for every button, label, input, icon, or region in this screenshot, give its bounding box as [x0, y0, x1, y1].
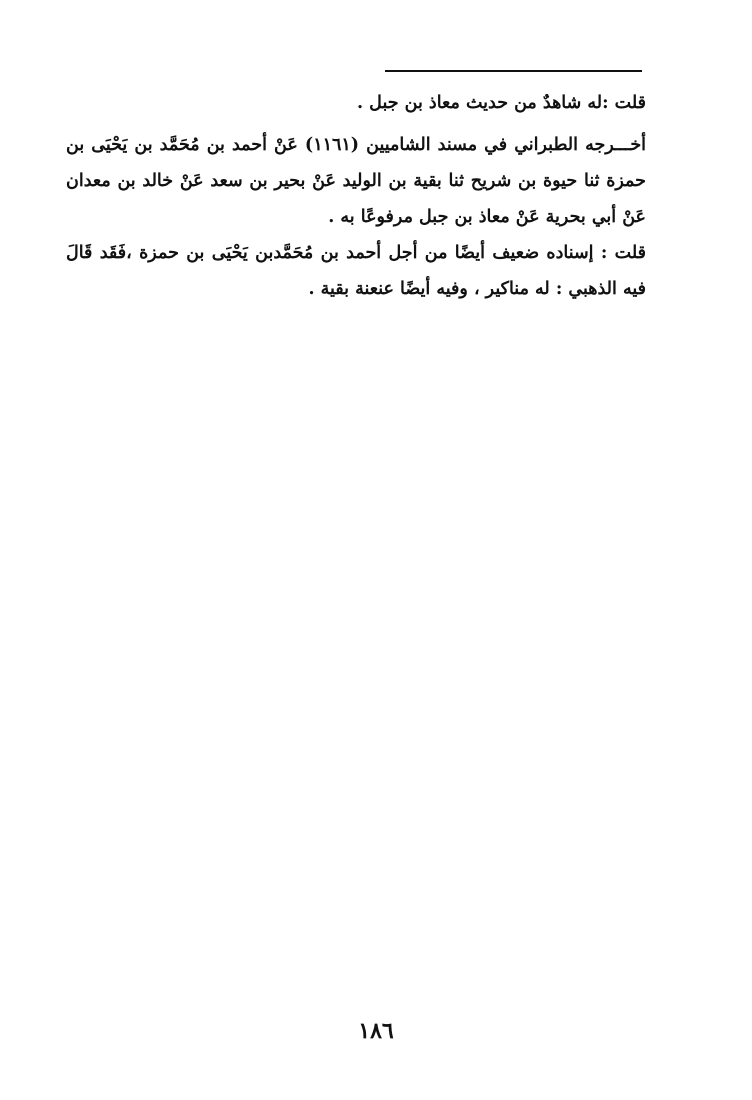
- footnote-line: حمزة ثنا حيوة بن شريح ثنا بقية بن الوليد عَنْ بحير بن سعد عَنْ خالد بن معدان: [66, 171, 646, 191]
- footnote-separator-rule: [385, 70, 642, 72]
- page-number: ١٨٦: [358, 1018, 394, 1044]
- footnote-line: عَنْ أبي بحرية عَنْ معاذ بن جبل مرفوعًا به .: [328, 207, 646, 227]
- footnote-line: قلت :له شاهدٌ من حديث معاذ بن جبل .: [357, 93, 646, 113]
- footnote-line: فيه الذهبي : له مناكير ، وفيه أيضًا عنعنة بقية .: [308, 279, 646, 299]
- footnote-line: أخـــرجه الطبراني في مسند الشاميين (١١٦١) عَنْ أحمد بن مُحَمَّد بن يَحْيَى بن: [66, 135, 647, 155]
- footnote-line: قلت : إسناده ضعيف أيضًا من أجل أحمد بن مُحَمَّدبن يَحْيَى بن حمزة ،فَقَد قَالَ: [66, 243, 646, 263]
- footnote-text-block: [66, 85, 646, 307]
